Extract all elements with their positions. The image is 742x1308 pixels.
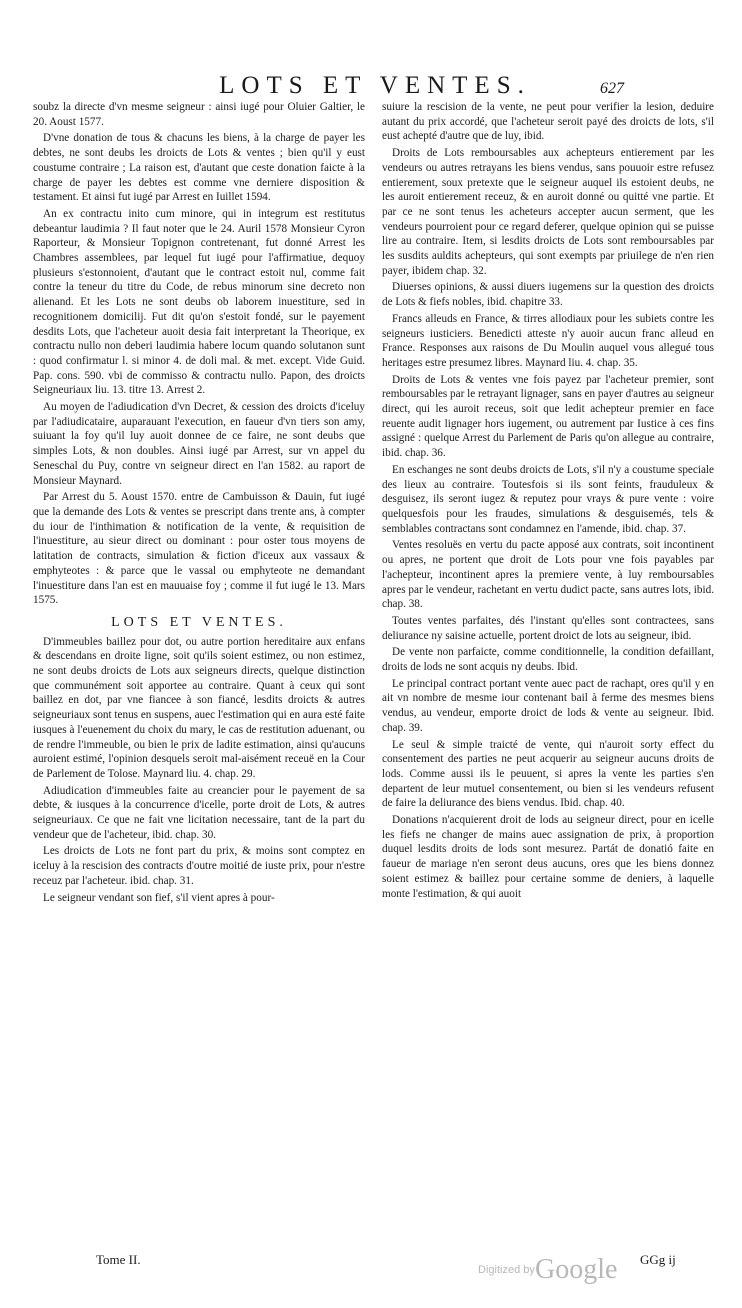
- left-paragraph: D'vne donation de tous & chacuns les biens, à la charge de payer les debtes, ne sont deubs les droicts de Lots & ventes ; bien qu'il y eust coustume contraire ; La raison est, d'autant que ceste donation faicte à la charge de payer les debtes est comme vne derniere disposition & testament. Et ainsi fut iugé par Arrest en Iuillet 1594.: [33, 132, 365, 204]
- right-paragraph: Droits de Lots & ventes vne fois payez par l'acheteur premier, sont remboursables par le retrayant lignager, sans en payer d'autres au seigneur direct, qui les auroit receus, soit que ledit achepteur premier en face reuente audit lignager hors iugement, ou autrement par Iustice à ces fins assigné : quelque Arrest du Parlement de Paris qu'on allegue au contraire, ibid. chap. 36.: [382, 373, 714, 460]
- right-paragraph: De vente non parfaicte, comme conditionnelle, la condition defaillant, droits de lods ne sont acquis ny deubs. Ibid.: [382, 646, 714, 674]
- right-column: [382, 100, 714, 903]
- right-paragraph: Francs alleuds en France, & tirres allodiaux pour les subiets contre les seigneurs iusticiers. Benedicti atteste n'y auoir aucun franc alleud en France. Responses aux raisons de Du Moulin auquel vous allegué tous heritages estre presumez libres. Maynard liu. 4. chap. 35.: [382, 312, 714, 369]
- right-paragraph: Diuerses opinions, & aussi diuers iugemens sur la question des droicts de Lots & fiefs nobles, ibid. chapitre 33.: [382, 281, 714, 309]
- right-paragraph: Le seul & simple traicté de vente, qui n'auroit sorty effect du consentement des parties ne peut acquerir au seigneur aucuns droits de lods. Comme aussi ils le peuuent, si apres la vente les parties s'en departent de leur mutuel consentement, ou bien si les vendeurs refusent de faire la deliurance des biens vendus. Ibid. chap. 40.: [382, 738, 714, 810]
- right-paragraph: Toutes ventes parfaites, dés l'instant qu'elles sont contractees, sans deliurance ny saisine actuelle, portent droict de lots au seigneur, ibid.: [382, 614, 714, 642]
- right-paragraph: Le principal contract portant vente auec pact de rachapt, ores qu'il y en ait vn nombre de mesme iour contenant bail à ferme des mesmes biens vendus, au vendeur, emporte droict de lods & vente au seigneur. Ibid. chap. 39.: [382, 677, 714, 734]
- left-paragraph: Les droicts de Lots ne font part du prix, & moins sont comptez en iceluy à la rescision des contracts d'outre moitié de iuste prix, pour n'estre receuz par l'acheteur. ibid. chap. 31.: [33, 845, 365, 887]
- right-paragraph: Donations n'acquierent droit de lods au seigneur direct, pour en icelle les fiefs ne changer de mains auec assignation de prix, à proportion duquel lesdits droits de lods sont mesurez. Partát de donatió faite en faueur de mariage n'en seront deus aucuns, ores que les biens donnez soient estimez & baillez pour certaine somme de deniers, à laquelle monte l'estimation, & qui auoit: [382, 814, 714, 900]
- digitized-by-text: Digitized by: [478, 1264, 535, 1276]
- left-column: [33, 100, 365, 907]
- left-paragraph: Le seigneur vendant son fief, s'il vient apres à pour-: [43, 891, 275, 904]
- left-paragraph: Au moyen de l'adiudication d'vn Decret, & cession des droicts d'iceluy par l'adiudicataire, auparauant l'execution, en faueur d'vn tiers son amy, suiuant la foy qu'il luy auoit donnee de ce faire, ne sont deubs que simples Lots, & non doubles. Ainsi iugé par Arrest, sur vn appel du Seneschal du Puy, contre vn seigneur direct en l'an 1582. au raport de Monsieur Maynard.: [33, 401, 365, 487]
- footer-signature: GGg ij: [640, 1252, 676, 1267]
- left-paragraph: An ex contractu inito cum minore, qui in integrum est restitutus debeantur laudimia ? Il faut noter que le 24. Auril 1578 Monsieur Cyron Raporteur, & Monsieur Topignon contretenant, fut donné Arrest les Chambres assemblees, par lequel fut iugé pour l'affirmatiue, dequoy plusieurs s'estonnoient, d'autant que le contract estoit nul, comme fait contre la teneur du titre du Code, de rebus minorum sine decreto non alienand. Et les Lots ne sont deubs ob laborem inuestiture, sed in recognitionem domicilij. Fut dit qu'on s'estoit fondé, sur le payement desdits Lots, que l'acheteur auoit desia fait interpretant la Theorique, ex contractu nullo non deberi laudimia habere locum quando solutanon sunt : quod confirmatur l. si minor 4. de doli mal. & met. except. Vide Guid. Pap. cons. 590. vbi de commisso & contractu nullo. Papon, des droicts Seigneuriaux liu. 13. titre 13. Arrest 2.: [33, 207, 365, 397]
- section-title: LOTS ET VENTES.: [111, 614, 287, 630]
- left-paragraph: Adiudication d'immeubles faite au creancier pour le payement de sa debte, & iusques à la concurrence d'icelle, porte droit de Lots, & autres seigneuriaux. Ce que ne fait vne licitation necessaire, tant de la part du vendeur que de l'acheteur, ibid. chap. 30.: [33, 784, 365, 841]
- right-paragraph: En eschanges ne sont deubs droicts de Lots, s'il n'y a coustume speciale des lieux au contraire. Toutesfois si ils sont feints, frauduleux & desguisez, ils seront iugez & reputez pour vrays & pure vente : voire quelquesfois pour les fraudes, simulations & desguisemés, tels & semblables contractans sont condamnez en l'amende, ibid. chap. 37.: [382, 463, 714, 535]
- right-paragraph: Droits de Lots remboursables aux achepteurs entierement par les vendeurs ou autres retrayans les biens vendus, sans pouuoir estre refusez entierement, soux pretexte que le seigneur auquel ils estoient deubs, ne les auroit entierement receuz, & en auroit donné ou quitté vne partie. Et par ce ne sont tenus les acheteurs accepter aucun serment, que les vendeurs pourroient pour ce regard deferer, quelque opinion qui se puisse lire au contraire. Item, si lesdits droicts de Lots sont remboursables par les susdits auldits achepteurs, qui sont exempts par priuilege de n'en rien payer, ibidem chap. 32.: [382, 147, 714, 277]
- left-paragraph: D'immeubles baillez pour dot, ou autre portion hereditaire aux enfans & descendans en droite ligne, soit qu'ils soient estimez, ou non estimez, ne sont deubs droicts de Lots aux seigneurs directs, quelque distinction que communément soit apportee au contraire. Quant à ceux qui sont baillez en dot, par vne fiancee à son fiancé, lesdits droicts & autres seigneuriaux sont tenus en suspens, auec l'estimation qui en aura esté faite iusques à l'euenement du choix du mary, le cas de restitution aduenant, ou de rendre l'immeuble, ou bien le prix de ladite estimation, ainsi qu'aucuns auroient estimé, l'opinion desquels seroit mal-aisément receuë en la Cour de Parlement de Tolose. Maynard liu. 4. chap. 29.: [33, 635, 365, 780]
- running-header: LOTS ET VENTES.: [219, 72, 531, 99]
- left-paragraph: soubz la directe d'vn mesme seigneur : ainsi iugé pour Oluier Galtier, le 20. Aoust 1577.: [33, 101, 365, 128]
- left-paragraph: Par Arrest du 5. Aoust 1570. entre de Cambuisson & Dauin, fut iugé que la demande des Lots & ventes se prescript dans trente ans, à compter du iour de l'inthimation & notification de la vente, & requisition de l'inuestiture, au sieur direct ou dominant : pour oster tous moyens de latitation de contracts, simulation & fiction d'iceux aux vassaux & emphyteotes : & parce que le vassal ou emphyteote ne demandant l'inuestiture dans l'an est en mauuaise foy ; comme il fut iugé le 13. Mars 1575.: [33, 491, 365, 607]
- right-paragraph: suiure la rescision de la vente, ne peut pour verifier la lesion, deduire autant du prix accordé, que l'acheteur seroit payé des droicts de lots, s'il eust achepté d'autre que de luy, ibid.: [382, 101, 714, 143]
- page-number: 627: [600, 80, 624, 97]
- footer-tome: Tome II.: [96, 1252, 141, 1267]
- google-watermark: Google: [535, 1254, 618, 1285]
- right-paragraph: Ventes resoluës en vertu du pacte apposé aux contrats, soit incontinent ou apres, ne portent que droit de Lots pour vne fois payables par l'achepteur, incontinent apres la premiere vente, à luy remboursables apres par le vendeur, rachetant en vertu dudict pacte, sans autres lots, ibid. chap. 38.: [382, 539, 714, 611]
